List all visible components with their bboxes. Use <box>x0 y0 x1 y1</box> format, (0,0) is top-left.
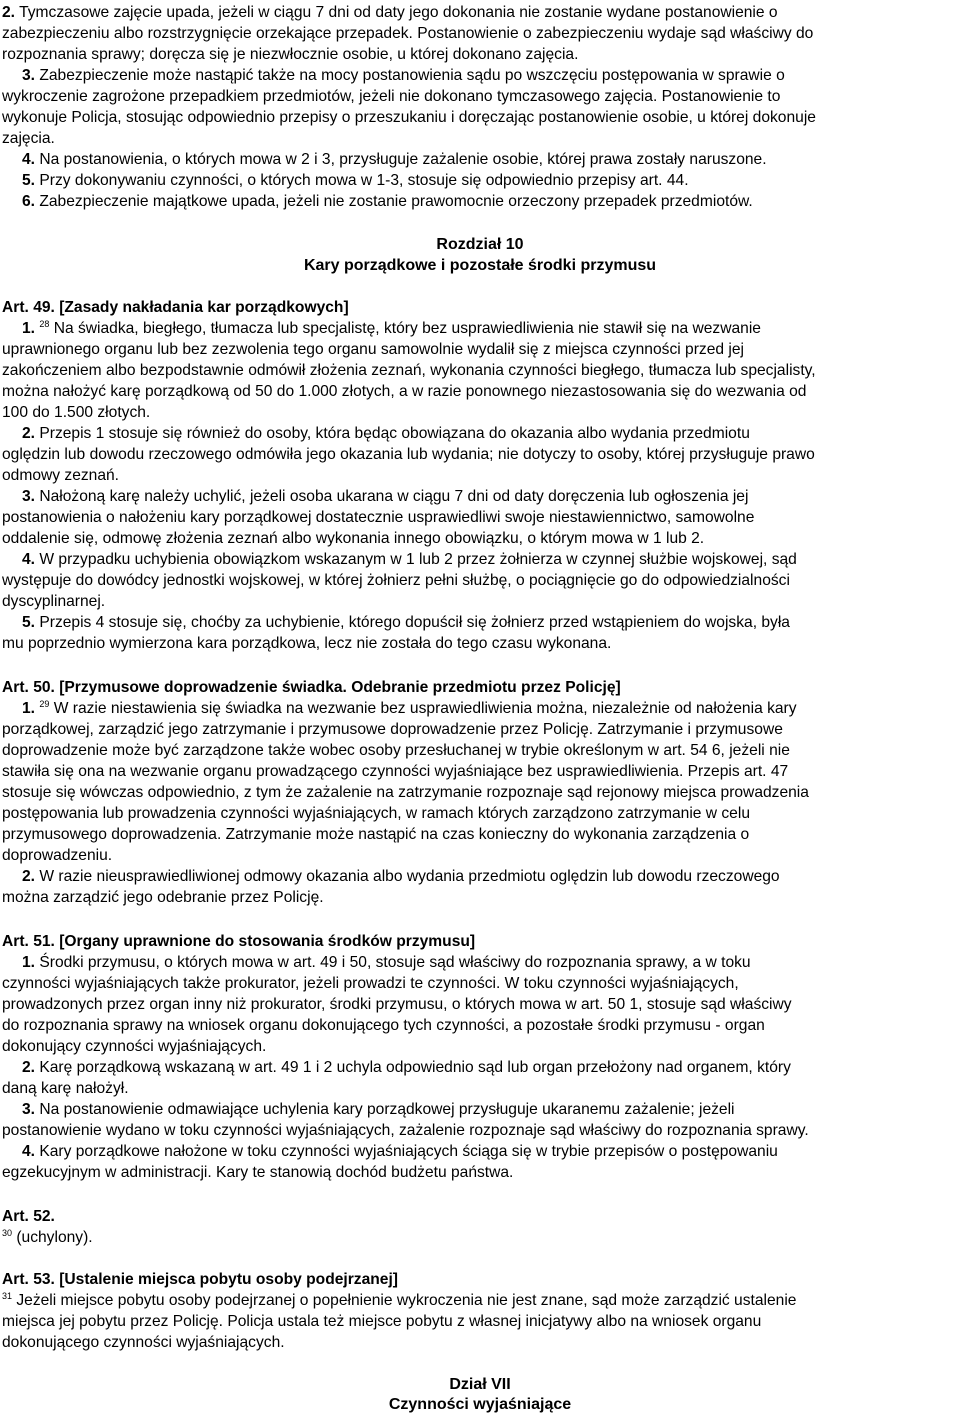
art51-p1-line: 1. Środki przymusu, o których mowa w art. 49 i 50, stosuje sąd właściwy do rozpoznania sprawy, a w toku <box>22 954 751 971</box>
paragraph-2-line: 2. Tymczasowe zajęcie upada, jeżeli w ciągu 7 dni od daty jego dokonania nie zostanie wydane postanowienie o <box>2 4 778 21</box>
section-number: 1. <box>22 954 36 971</box>
art49-p1-line: 100 do 1.500 złotych. <box>2 404 151 421</box>
section-number: 5. <box>22 172 36 189</box>
chapter-title: Kary porządkowe i pozostałe środki przymusu <box>303 257 657 274</box>
art50-p2-line: można zarządzić jego odebranie przez Policję. <box>2 889 324 906</box>
art51-p2-line: daną karę nałożył. <box>2 1080 129 1097</box>
paragraph-4-line: 4. Na postanowienia, o których mowa w 2 i 3, przysługuje zażalenie osobie, której prawa zostały naruszone. <box>22 151 767 168</box>
art51-p4-line: 4. Kary porządkowe nałożone w toku czynności wyjaśniających ściąga się w trybie przepisów o postępowaniu <box>22 1143 778 1160</box>
section-number: 6. <box>22 193 36 210</box>
art51-p2-line: 2. Karę porządkową wskazaną w art. 49 1 i 2 uchyla odpowiednio sąd lub organ przełożony nad organem, który <box>22 1059 791 1076</box>
art51-p3-line: 3. Na postanowienie odmawiające uchylenia kary porządkowej przysługuje ukaranemu zażalenie; jeżeli <box>22 1101 735 1118</box>
section-number: 4. <box>22 551 36 568</box>
art50-p1-line: porządkowej, zarządzić jego zatrzymanie i przymusowe doprowadzenie przez Policję. Zatrzymanie i przymusowe <box>2 721 783 738</box>
art49-p1-line: można nałożyć karę porządkową od 50 do 1.000 złotych, a w razie ponownego niezastosowania się do wezwania od <box>2 383 807 400</box>
section-number: 4. <box>22 1143 36 1160</box>
art49-p1-line: zakończeniem albo bezpodstawnie odmówił złożenia zeznań, wykonania czynności biegłego, tłumacza lub specjalisty, <box>2 362 816 379</box>
section-number: 4. <box>22 151 36 168</box>
section-number: 1. <box>22 700 36 717</box>
article-49-heading: Art. 49. [Zasady nakładania kar porządkowych] <box>2 299 349 316</box>
art52-text: $^{30}$ (uchylony). <box>2 1228 93 1246</box>
footnote-ref: 30 <box>2 1228 13 1238</box>
chapter-heading: Rozdział 10 <box>436 236 524 253</box>
art50-p1-line: przymusowego doprowadzenia. Zatrzymanie może nastąpić na czas konieczny do wykonania zarządzenia o <box>2 826 750 843</box>
article-52-heading: Art. 52. <box>2 1208 55 1225</box>
section-number: 3. <box>22 1101 36 1118</box>
section-number: 2. <box>22 1059 36 1076</box>
art53-line: dokonującego czynności wyjaśniających. <box>2 1334 285 1351</box>
art49-p5-line: 5. Przepis 4 stosuje się, choćby za uchybienie, którego dopuścił się żołnierz przed wstąpieniem do wojska, była <box>22 614 790 631</box>
art49-p2-line: 2. Przepis 1 stosuje się również do osoby, która będąc obowiązana do okazania albo wydania przedmiotu <box>22 425 750 442</box>
art49-p1-line: uprawnionego organu lub bez zezwolenia tego organu samowolnie wydalił się z miejsca czynności przed jej <box>2 341 744 358</box>
division-heading: Dział VII <box>449 1376 511 1393</box>
section-number: 2. <box>22 868 36 885</box>
paragraph-6-line: 6. Zabezpieczenie majątkowe upada, jeżeli nie zostanie prawomocnie orzeczony przepadek przedmiotów. <box>22 193 753 210</box>
art53-line: $^{31}$ Jeżeli miejsce pobytu osoby podejrzanej o popełnienie wykroczenia nie jest znane, sąd może zarządzić ustalenie <box>2 1291 797 1309</box>
paragraph-5-line: 5. Przy dokonywaniu czynności, o których mowa w 1-3, stosuje się odpowiednio przepisy art. 44. <box>22 172 689 189</box>
art49-p2-line: oględzin lub dowodu rzeczowego odmówiła jego okazania lub wydania; nie dotyczy to osoby, której przysługuje prawo <box>2 446 815 463</box>
footnote-ref: 28 <box>39 319 50 329</box>
paragraph-2-line: zabezpieczeniu albo rozstrzygnięcie orzekające przepadek. Postanowienie o zabezpieczeniu wydaje sąd właściwy do <box>2 25 814 42</box>
section-number: 2. <box>22 425 36 442</box>
art49-p4-line: 4. W przypadku uchybienia obowiązkom wskazanym w 1 lub 2 przez żołnierza w czynnej służbie wojskowej, sąd <box>22 551 797 568</box>
paragraph-3-line: zajęcia. <box>2 130 55 147</box>
article-50-heading: Art. 50. [Przymusowe doprowadzenie świadka. Odebranie przedmiotu przez Policję] <box>2 679 621 696</box>
paragraph-2-line: rozpoznania sprawy; doręcza się je niezwłocznie osobie, u której dokonano zajęcia. <box>2 46 579 63</box>
art50-p1-line: stosuje się wówczas odpowiednio, z tym że zażalenie na zatrzymanie rozpoznaje sąd rejonowy miejsca prowadzenia <box>2 784 809 801</box>
art51-p1-line: dokonujący czynności wyjaśniających. <box>2 1038 267 1055</box>
paragraph-3-line: wykroczenie zagrożone przepadkiem przedmiotów, jeżeli nie dokonano tymczasowego zajęcia. Postanowienie to <box>2 88 781 105</box>
article-53-heading: Art. 53. [Ustalenie miejsca pobytu osoby podejrzanej] <box>2 1271 399 1288</box>
section-number: 1. <box>22 320 36 337</box>
division-title: Czynności wyjaśniające <box>388 1396 572 1413</box>
art51-p1-line: do rozpoznania sprawy na wniosek organu dokonującego tych czynności, a pozostałe środki przymusu - organ <box>2 1017 765 1034</box>
art49-p4-line: dyscyplinarnej. <box>2 593 106 610</box>
art50-p1-line: stawiła się ona na wezwanie organu prowadzącego czynności wyjaśniające bez usprawiedliwienia. Przepis art. 47 <box>2 763 789 780</box>
art51-p3-line: postanowienie wydano w toku czynności wyjaśniających, zażalenie rozpoznaje sąd właściwy do rozpoznania sprawy. <box>2 1122 809 1139</box>
paragraph-3-line: wykonuje Policja, stosując odpowiednio przepisy o przeszukaniu i doręczając postanowienie osobie, u której dokonuje <box>2 109 816 126</box>
section-number: 3. <box>22 488 36 505</box>
art50-p1-line: doprowadzenie może być zarządzone także wobec osoby przesłuchanej w trybie określonym w art. 54 6, jeżeli nie <box>2 742 790 759</box>
art50-p1-line: postępowania lub prowadzenia czynności wyjaśniających, w ramach których zarządzono zatrzymanie w celu <box>2 805 750 822</box>
section-number: 3. <box>22 67 36 84</box>
footnote-ref: 31 <box>2 1291 13 1301</box>
art49-p4-line: występuje do dowódcy jednostki wojskowej, w której żołnierz pełni służbę, o pociągnięcie go do odpowiedzialności <box>2 572 790 589</box>
art50-p1-line: 1. $^{29}$ W razie niestawienia się świadka na wezwanie bez usprawiedliwienia można, niezależnie od nałożenia kary <box>22 699 797 717</box>
art51-p1-line: prowadzonych przez organ inny niż prokurator, środki przymusu, o których mowa w art. 50 1, stosuje sąd właściwy <box>2 996 792 1013</box>
section-number: 2. <box>2 4 16 21</box>
art49-p3-line: postanowienia o nałożeniu kary porządkowej dostatecznie usprawiedliwi swoje niestawiennictwo, samowolne <box>2 509 755 526</box>
art49-p1-line: 1. $^{28}$ Na świadka, biegłego, tłumacza lub specjalistę, który bez usprawiedliwienia nie stawił się na wezwanie <box>22 319 761 337</box>
art49-p3-line: oddalenie się, odmowę złożenia zeznań albo wykonania innego obowiązku, o którym mowa w 1 lub 2. <box>2 530 705 547</box>
art51-p4-line: egzekucyjnym w administracji. Kary te stanowią dochód budżetu państwa. <box>2 1164 514 1181</box>
footnote-ref: 29 <box>39 699 50 709</box>
art49-p2-line: odmowy zeznań. <box>2 467 120 484</box>
art53-line: miejsca jej pobytu przez Policję. Policja ustala też miejsce pobytu z własnej inicjatywy albo na wniosek organu <box>2 1313 762 1330</box>
art49-p5-line: mu poprzednio wymierzona kara porządkowa, lecz nie została do tego czasu wykonana. <box>2 635 612 652</box>
paragraph-3-line: 3. Zabezpieczenie może nastąpić także na mocy postanowienia sądu po wszczęciu postępowania w sprawie o <box>22 67 785 84</box>
art50-p2-line: 2. W razie nieusprawiedliwionej odmowy okazania albo wydania przedmiotu oględzin lub dowodu rzeczowego <box>22 868 780 885</box>
art50-p1-line: doprowadzeniu. <box>2 847 113 864</box>
section-number: 5. <box>22 614 36 631</box>
art49-p3-line: 3. Nałożoną karę należy uchylić, jeżeli osoba ukarana w ciągu 7 dni od daty doręczenia lub ogłoszenia jej <box>22 488 749 505</box>
art51-p1-line: czynności wyjaśniających także prokurator, jeżeli prowadzi te czynności. W toku czynności wyjaśniających, <box>2 975 739 992</box>
article-51-heading: Art. 51. [Organy uprawnione do stosowania środków przymusu] <box>2 933 476 950</box>
